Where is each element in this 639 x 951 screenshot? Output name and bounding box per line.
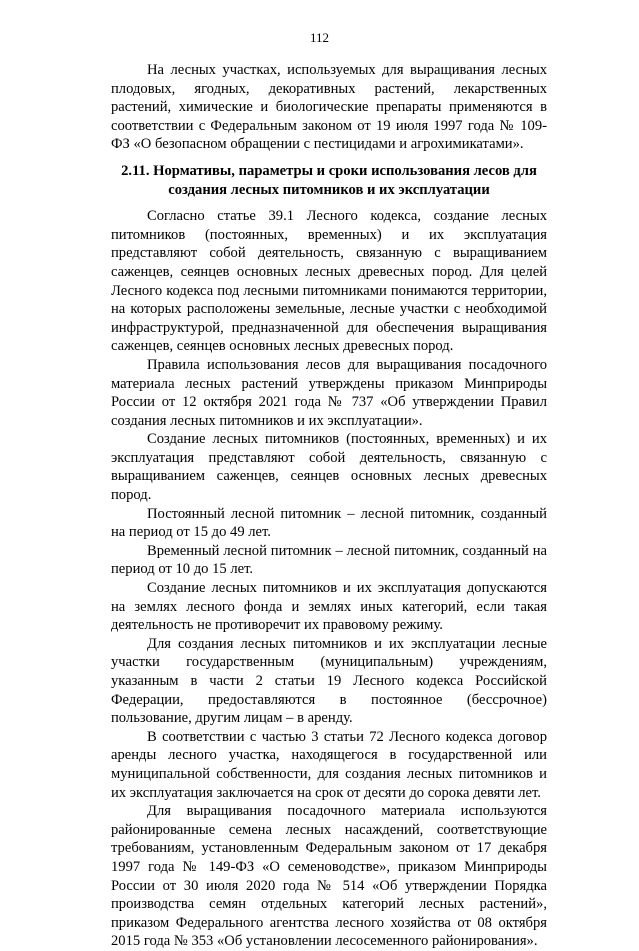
paragraph: Для выращивания посадочного материала используются районированные семена лесных насаждений, соответствующие требованиям, установленным Федеральным законом от 17 декабря 1997 года № 149-ФЗ «О семеноводстве», приказом Минприроды России от 30 июля 2020 года № 514 «Об утверждении Порядка производства семян отдельных категорий лесных растений», приказом Федерального агентства лесного хозяйства от 08 октября 2015 года № 353 «Об установлении лесосеменного районирования». [111, 803, 547, 950]
page-number: 112 [309, 30, 330, 45]
paragraph: Постоянный лесной питомник – лесной питомник, созданный на период от 15 до 49 лет. [111, 505, 547, 541]
paragraph: Согласно статье 39.1 Лесного кодекса, создание лесных питомников (постоянных, временных) и их эксплуатация представляют собой деятельность, связанную с выращиванием саженцев, сеянцев основных лесных древесных пород. Для целей Лесного кодекса под лесными питомниками понимаются территории, на которых расположены земельные, лесные участки с необходимой инфраструктурой, предназначенной для обеспечения выращивания саженцев, сеянцев основных лесных древесных пород. [111, 208, 547, 355]
intro-paragraph: На лесных участках, используемых для выращивания лесных плодовых, ягодных, декоративных растений, лекарственных растений, химические и биологические препараты применяются в соответствии с Федеральным законом от 19 июля 1997 года № 109-ФЗ «О безопасном обращении с пестицидами и агрохимикатами». [111, 62, 547, 153]
paragraph: Создание лесных питомников (постоянных, временных) и их эксплуатация представляют собой деятельность, связанную с выращиванием саженцев, сеянцев основных лесных древесных пород. [111, 431, 547, 504]
page-content [111, 61, 547, 951]
paragraph: В соответствии с частью 3 статьи 72 Лесного кодекса договор аренды лесного участка, находящегося в государственной или муниципальной собственности, для создания лесных питомников и их эксплуатация заключается на срок от десяти до сорока девяти лет. [111, 728, 547, 801]
paragraph: Создание лесных питомников и их эксплуатация допускаются на землях лесного фонда и землях иных категорий, если такая деятельность не противоречит их правовому режиму. [111, 580, 547, 634]
paragraph: Временный лесной питомник – лесной питомник, созданный на период от 10 до 15 лет. [111, 542, 547, 578]
paragraph: Правила использования лесов для выращивания посадочного материала лесных растений утверждены приказом Минприроды России от 12 октября 2021 года № 737 «Об утверждении Правил создания лесных питомников и их эксплуатации». [111, 356, 547, 429]
paragraph: Для создания лесных питомников и их эксплуатации лесные участки государственным (муниципальным) учреждениям, указанным в части 2 статьи 19 Лесного кодекса Российской Федерации, предоставляются в постоянное (бессрочное) пользование, другим лицам – в аренду. [111, 635, 547, 727]
section-heading: 2.11. Нормативы, параметры и сроки использования лесов для создания лесных питомников и их эксплуатации [121, 162, 537, 198]
